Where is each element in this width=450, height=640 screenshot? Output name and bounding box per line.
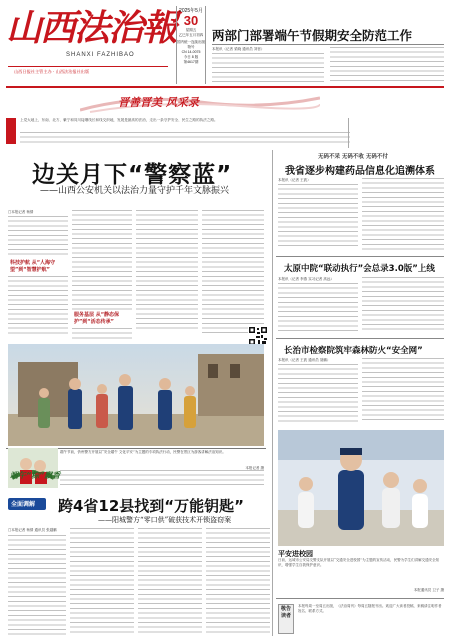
right-story-byline: 本报讯（记者 王波）	[278, 178, 311, 182]
right-rule-3	[276, 598, 444, 599]
right-photo-text: 日前，运城市公安局交警支队开展以“交通安全进校园”为主题的宣传活动，民警为学生们讲解交通安全知识，增强学生自我保护意识。	[278, 558, 440, 567]
bottom-col3	[138, 528, 202, 635]
main-col4-text	[202, 210, 264, 336]
date-year: 2025年5月	[179, 8, 203, 14]
main-story-subheadline: ——山西公安机关以法治力量守护千年文脉振兴	[40, 186, 230, 196]
top-story-text-col1	[212, 53, 324, 84]
main-photo-credit: 本报记者 摄	[245, 466, 264, 470]
right-column-photo	[278, 430, 444, 546]
issue-serial: 第4617期	[183, 60, 199, 64]
main-story-byline: □本报记者 杨倩	[8, 210, 34, 214]
right-story-col2	[362, 178, 444, 250]
issue-number-label: 国内统一连续出版物号	[177, 40, 205, 49]
main-col1-text-a	[8, 216, 68, 258]
story2-col1	[278, 283, 358, 333]
bottom-story-headline: 跨4省12县找到“万能钥匙”	[58, 497, 245, 515]
badge-label: 全面调解	[11, 501, 36, 508]
main-col3-text	[136, 210, 198, 330]
main-col1-text-b	[8, 276, 68, 336]
date-day: 30	[183, 13, 199, 28]
right-rule-1	[276, 256, 444, 257]
right-story-kicker: 无码不采 无码不收 无码不付	[318, 154, 388, 160]
top-story-rule	[212, 44, 444, 45]
bottom-col2	[70, 528, 134, 635]
divider	[348, 118, 349, 148]
story2-col2	[362, 277, 444, 333]
story3-byline: 本报讯（记者 王波 通讯员 聂鹏）	[278, 358, 331, 362]
main-story-subhead-2: 服务基层 从“静态保护”到“活态传承”	[74, 312, 120, 325]
notice-label: 敬告读者	[278, 604, 294, 634]
date-box	[176, 6, 206, 84]
main-story-tag	[6, 118, 16, 144]
bottom-col1	[8, 535, 66, 635]
main-story-subhead-1: 科技护航 从“人海守望”到“智慧护航”	[10, 260, 56, 273]
right-photo-title: 平安进校园	[278, 550, 313, 558]
date-weekday: 星期五	[185, 28, 197, 32]
top-story-text-col2	[330, 47, 444, 84]
column-divider	[272, 150, 273, 636]
right-photo-credit: 本报通讯员 卫子 摄	[413, 588, 444, 592]
main-story-kicker-lines	[20, 132, 350, 146]
right-rule-2	[276, 338, 444, 339]
issue-edition: 今日 8 版	[183, 55, 199, 59]
bottom-col4	[206, 528, 270, 635]
main-story-kicker: 上党大地上，东南、北方、紫宁和同川接壤线长和线交织地，发展是最高的法治，走出一条守护安全、民生之路的执法之路。	[20, 118, 218, 122]
notice-text: 本报每周一至周五出版，《法治周刊》每周五随报刊出。欢迎广大读者投稿，来稿请注明作者姓名、联系方式。	[298, 604, 442, 613]
masthead-pinyin: SHANXI FAZHIBAO	[66, 52, 135, 58]
main-col2-text-b	[72, 328, 132, 340]
main-story-headline: 边关月下“警察蓝”	[32, 162, 233, 188]
masthead-logo: 山西法治報	[6, 7, 177, 49]
bottom-story-byline: □本报记者 杨倩 通讯员 张越鹏	[8, 528, 57, 532]
banner-text: 晋善晋美 风采录	[118, 96, 199, 109]
main-col2-text	[72, 210, 132, 310]
masthead-red-rule	[6, 86, 444, 88]
story2-byline: 本报讯（记者 李燕 实习记者 高远）	[278, 277, 334, 281]
top-story-headline: 两部门部署端午节假期安全防范工作	[212, 28, 413, 43]
story3-col1	[278, 364, 358, 424]
masthead-publisher: 山西日报社主管主办 · 山西法治报社出版	[14, 69, 90, 74]
festival-photo-caption: 端午“粽”飘香	[10, 471, 61, 480]
main-photo-caption: 端午节前，忻州警方开展以“安全端午 文化平安”为主题的专项执法行动，民警在景区为游客讲解法治知识。	[60, 450, 226, 454]
story3-headline: 长治市检察院筑牢森林防火“安全网”	[284, 346, 423, 356]
qr-code-icon	[248, 326, 268, 346]
story2-headline: 太原中院“联动执行”会总录3.0版”上线	[284, 264, 435, 274]
festival-photo	[8, 448, 61, 488]
banner-decoration	[80, 92, 320, 114]
right-story-headline: 我省逐步构建药品信息化追溯体系	[285, 166, 435, 177]
right-story-col1	[278, 184, 358, 250]
date-lunar: 乙巳年五月初四	[178, 33, 204, 37]
top-story-byline: 本报讯（记者 梁晓 通讯员 刘晋）	[212, 47, 265, 51]
issue-cn: CN 14-0075	[181, 50, 201, 54]
bottom-story-subheadline: ——阳城警方“零口供”破获技术开锁盗窃案	[98, 516, 232, 524]
story3-col2	[362, 358, 444, 424]
main-story-photo	[8, 344, 264, 446]
